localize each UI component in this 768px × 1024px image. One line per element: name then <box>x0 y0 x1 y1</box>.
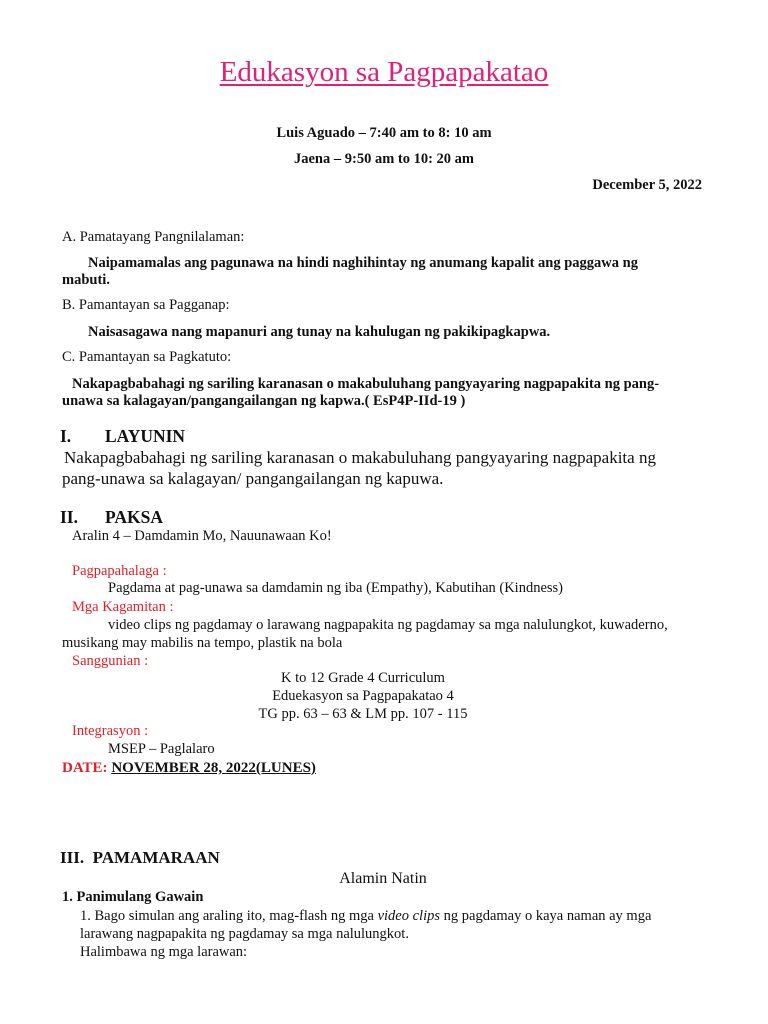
step-1-line-1 <box>80 908 651 925</box>
lesson-date <box>62 760 316 777</box>
standard-b-text: Naisasagawa nang mapanuri ang tunay na kahulugan ng pakikipagkapwa. <box>88 324 551 340</box>
step-1-line-3: Halimbawa ng mga larawan: <box>80 944 248 960</box>
pagpapahalaga-text: Pagdama at pag-unawa sa damdamin ng iba (Empathy), Kabutihan (Kindness) <box>108 580 564 596</box>
standard-a-heading: A. Pamatayang Pangnilalaman: <box>62 229 245 245</box>
standard-b-heading: B. Pamantayan sa Pagganap: <box>62 297 230 313</box>
section-title: LAYUNIN <box>105 426 186 446</box>
section-number: III. <box>60 848 85 867</box>
sanggunian-label: Sanggunian : <box>72 653 149 669</box>
sanggunian-line-2: Eduekasyon sa Pagpapakatao 4 <box>272 688 454 704</box>
layunin-text-line-2: pang-unawa sa kalagayan/ pangangailangan ng kapuwa. <box>62 469 444 488</box>
kagamitan-text-line-1: video clips ng pagdamay o larawang nagpapakita ng pagdamay sa mga nalulungkot, kuwaderno, <box>108 617 668 633</box>
step-1-suffix: ng pagdamay o kaya naman ay mga <box>440 908 652 924</box>
standard-c-text-line-2: unawa sa kalagayan/pangangailangan ng kapwa.( EsP4P-IId-19 ) <box>62 393 466 409</box>
document-title: Edukasyon sa Pagpapakatao <box>219 56 549 88</box>
panimulang-gawain-heading: 1. Panimulang Gawain <box>62 889 204 905</box>
lesson-date-value: NOVEMBER 28, 2022(LUNES) <box>111 760 316 776</box>
section-layunin-heading <box>60 426 185 447</box>
sanggunian-line-3: TG pp. 63 – 63 & LM pp. 107 - 115 <box>258 706 468 722</box>
kagamitan-label: Mga Kagamitan : <box>72 599 174 615</box>
section-title: PAMAMARAAN <box>92 848 220 867</box>
standard-a-text-line-1: Naipamamalas ang pagunawa na hindi naghihintay ng anumang kapalit ang paggawa ng <box>88 255 638 271</box>
schedule-line-2: Jaena – 9:50 am to 10: 20 am <box>293 151 475 167</box>
lesson-date-label: DATE: <box>62 760 108 776</box>
section-number: I. <box>60 426 72 446</box>
section-paksa-heading <box>60 507 163 528</box>
alamin-natin-subtitle: Alamin Natin <box>339 870 427 887</box>
sanggunian-line-1: K to 12 Grade 4 Curriculum <box>281 670 445 686</box>
aralin-text: Aralin 4 – Damdamin Mo, Nauunawaan Ko! <box>72 528 332 544</box>
integrasyon-label: Integrasyon : <box>72 723 149 739</box>
section-pamamaraan-heading <box>60 848 220 868</box>
step-1-italic: video clips <box>377 908 441 924</box>
standard-a-text-line-2: mabuti. <box>62 272 110 288</box>
kagamitan-text-line-2: musikang may mabilis na tempo, plastik na bola <box>62 635 343 651</box>
integrasyon-text: MSEP – Paglalaro <box>108 741 215 757</box>
document-date: December 5, 2022 <box>592 177 702 193</box>
schedule-line-1: Luis Aguado – 7:40 am to 8: 10 am <box>276 125 492 141</box>
step-1-line-2: larawang nagpapakita ng pagdamay sa mga nalulungkot. <box>80 926 409 942</box>
layunin-text-line-1: Nakapagbabahagi ng sariling karanasan o makabuluhang pangyayaring nagpapakita ng <box>64 448 656 467</box>
pagpapahalaga-label: Pagpapahalaga : <box>72 563 167 579</box>
section-number: II. <box>60 507 78 527</box>
standard-c-text-line-1: Nakapagbabahagi ng sariling karanasan o makabuluhang pangyayaring nagpapakita ng pang- <box>72 376 660 392</box>
section-title: PAKSA <box>105 507 164 527</box>
step-1-prefix: 1. Bago simulan ang araling ito, mag-flash ng mga <box>80 908 378 924</box>
standard-c-heading: C. Pamantayan sa Pagkatuto: <box>62 349 232 365</box>
